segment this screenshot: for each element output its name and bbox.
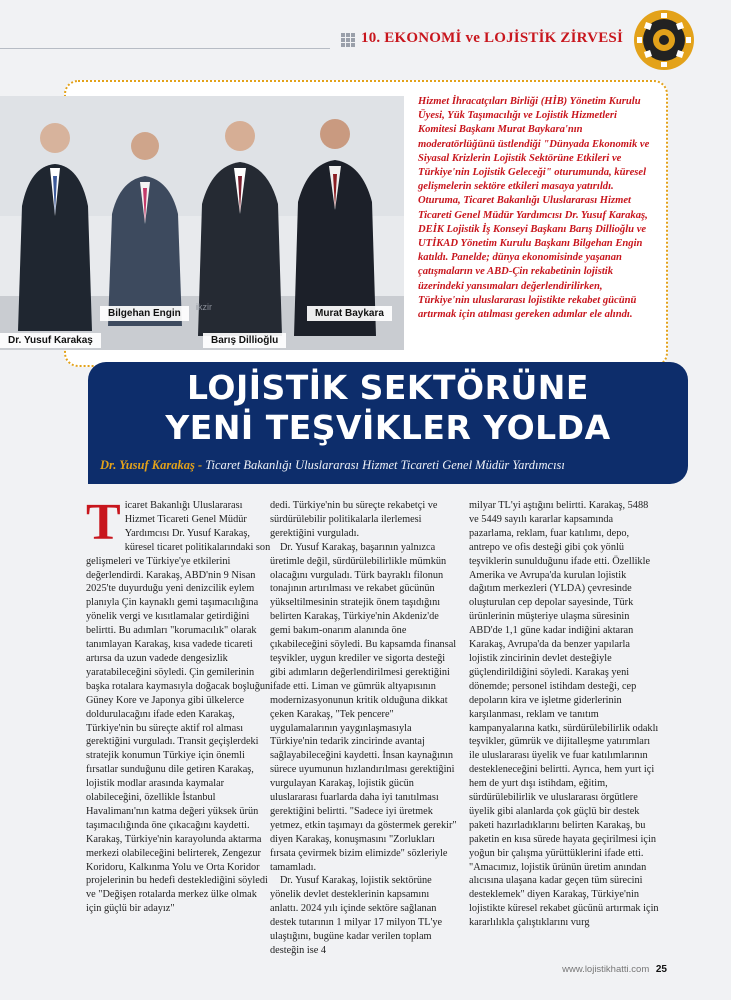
section-title [361, 30, 623, 47]
header-grid-icon [341, 33, 355, 47]
headline-line1: LOJİSTİK SEKTÖRÜNE [187, 368, 589, 407]
name-tag-engin: Bilgehan Engin [100, 306, 189, 321]
article-col2-paragraph-1: dedi. Türkiye'nin bu süreçte rekabetçi ve sürdürülebilir politikalarla ilerlemesi gerektiğini vurguladı. [270, 500, 438, 539]
byline [100, 458, 565, 473]
summit-logo-icon [632, 8, 696, 72]
dropcap: T [86, 494, 121, 551]
section-title-ve: ve [465, 30, 481, 46]
article-column-1 [86, 494, 274, 916]
section-title-part2: LOJİSTİK ZİRVESİ [484, 30, 623, 46]
byline-separator: - [197, 458, 203, 472]
article-col3-text: milyar TL'yi aştığını belirtti. Karakaş, 5488 ve 5449 sayılı kararlar kapsamında pazarlama, reklam, fuar katılımı, depo, antrepo ve ofis desteği gibi çok yönlü teşviklerin sunulduğunu ifade etti. Özellikle Amerika ve Avrupa'da kurulan lojistik dağıtım merkezleri (YLDA) çevresinde oluşturulan cep depolar sayesinde, Türk ürünlerinin müşteriye ulaşma süresinin ABD'de 1,1 güne kadar indiğini aktaran Karakaş, Avrupa'da da benzer yapılarla lojistik zincirinin devlet desteğiyle güçlendirildiğini söyledi. Karakaş yeni dönemde; personel istihdam desteği, cep depoların kira ve işletme giderlerinin karşılanması, reklam ve tanıtım kampanyalarına katkı, sürdürülebilirlik odaklı teşvikler, gümrük ve dijitalleşme yatırımları ile uluslararası üyelik ve fuar katılımlarının destekleneceğini belirtti. Ayrıca, hem yurt içi hem de yurt dışı istihdam, eğitim, sürdürülebilirlik ve uluslararası örgütlere üyelik gibi alanlarda çok güçlü bir destek paketi hazırladıklarını belirten Karakaş, bu paketin en kısa sürede hayata geçirilmesi için yoğun bir çalışma yürüttüklerini ifade etti. "Amacımız, lojistik ürünün üretim anından alıcısına ulaşana kadar geçen tüm sürecini desteklemek" diyen Karakaş, Türkiye'nin lojistikte küresel rekabet gücünü artırmak için kararlılıkla çalıştıklarını vurg [469, 500, 659, 929]
section-title-part1: 10. EKONOMİ [361, 30, 462, 46]
page-number: 25 [655, 964, 667, 975]
headline [88, 368, 688, 448]
byline-name: Dr. Yusuf Karakaş [100, 458, 195, 472]
article-column-2 [270, 499, 460, 958]
name-tag-dillioglu: Barış Dillioğlu [203, 333, 286, 348]
article-column-3 [469, 499, 659, 930]
article-col1-text: icaret Bakanlığı Uluslararası Hizmet Ticareti Genel Müdür Yardımcısı Dr. Yusuf Karakaş, küresel ticaret politikalarındaki son gelişmeleri ve Türkiye'ye etkilerini değerlendirdi. Karakaş, ABD'nin 9 Nisan 2025'te duyurduğu yeni denizcilik eylem planıyla Çin kaynaklı gemi taşımacılığına yönelik vergi ve kısıtlamalar getirdiğini belirtti. Bu adımları "korumacılık" olarak tanımlayan Karakaş, kısa vadede ticareti artırsa da uzun vadede dengesizlik yaratabileceğini söyledi. Çin gemilerinin başka rotalara kaymasıyla doğacak boşluğun Güney Kore ve Japonya gibi ülkelerce doldurulacağını ifade eden Karakaş, Türkiye'nin bu süreçte aktif rol alması gerektiğini vurguladı. Transit geçişlerdeki stratejik konumun Türkiye için önemli fırsatlar sunduğunu dile getiren Karakaş, lojistik modlar arasında kaymalar olabileceğini, özellikle İstanbul Havalimanı'nın katma değeri yüksek ürün taşımacılığında öne çıkacağını kaydetti. Karakaş, Türkiye'nin karayolunda aktarma merkezi olabileceğini belirterek, Zengezur Koridoru, Kalkınma Yolu ve Orta Koridor projelerinin bu hedefi desteklediğini söyledi ve "Değişen rotalarda merkez ülke olmak için güçlü bir adayız" [86, 500, 271, 915]
page-footer [562, 964, 667, 975]
photo-caption: Hizmet İhracatçıları Birliği (HİB) Yönetim Kurulu Üyesi, Yük Taşımacılığı ve Lojistik Hizmetleri Komitesi Başkanı Murat Baykara'nın moderatörlüğünü üstlendiği "Dünyada Ekonomik ve Siyasal Krizlerin Lojistik Sektörüne Etkileri ve Türkiye'nin Lojistik Geleceği" oturumunda, küresel gelişmelerin sektöre etkileri masaya yatırıldı. Oturuma, Ticaret Bakanlığı Uluslararası Hizmet Ticareti Genel Müdür Yardımcısı Dr. Yusuf Karakaş, DEİK Lojistik İş Konseyi Başkanı Barış Dillioğlu ve UTİKAD Yönetim Kurulu Başkanı Bilgehan Engin katıldı. Panelde; dünya ekonomisinde yaşanan çatışmaların ve ABD-Çin rekabetinin lojistik üzerindeki yansımaları değerlendirilirken, Türkiye'nin uluslararası lojistikte rekabet gücünü artırmak için atılması gereken adımlar ele alındı. [418, 96, 650, 321]
photo-backdrop-text: ikzir [196, 302, 212, 312]
headline-line2: YENİ TEŞVİKLER YOLDA [165, 408, 611, 447]
footer-url: www.lojistikhatti.com [562, 964, 650, 975]
article-col2-paragraph-3: Dr. Yusuf Karakaş, lojistik sektörüne yönelik devlet desteklerinin kapsamını anlattı. 2024 yılı içinde sektöre sağlanan destek tutarının 1 milyar 17 milyon TL'ye ulaştığını, bugüne kadar verilen toplam desteğin ise 4 [270, 875, 443, 956]
byline-role: Ticaret Bakanlığı Uluslararası Hizmet Ticareti Genel Müdür Yardımcısı [205, 458, 565, 472]
name-tag-karakas: Dr. Yusuf Karakaş [0, 333, 101, 348]
article-col2-paragraph-2: Dr. Yusuf Karakaş, başarının yalnızca üretimle değil, sürdürülebilirlikle mümkün olacağını vurguladı. Türk bayraklı filonun tonajının artırılması ve rekabet gücünün yükseltilmesinin stratejik önem taşıdığını belirten Karakaş, Türkiye'nin Akdeniz'de gemi bakım-onarım alanında öne çıkabileceğini söyledi. Bu kapsamda finansal teşvikler, uygun krediler ve sigorta desteği gibi adımların değerlendirilmesi gerektiğini ifade etti. Liman ve gümrük altyapısının modernizasyonunun kritik olduğuna dikkat çeken Karakaş, "Tek pencere" uygulamalarının yaygınlaşmasıyla Türkiye'nin tedarik zincirinde avantaj sağlayabileceğini kaydetti. İnsan kaynağının sürece uyumunun hızlandırılması gerektiğini vurgulayan Karakaş, lojistik gücün uluslararası fuarlarda daha iyi tanıtılması gerektiğini belirtti. "Sadece iyi üretmek yetmez, etkin taşımayı da göstermek gerekir" diyen Karakaş, konuşmasını "Zorlukları fırsata çevirmek bizim elimizde" sözleriyle tamamladı. [270, 541, 457, 873]
header-rule [0, 48, 330, 49]
name-tag-baykara: Murat Baykara [307, 306, 392, 321]
